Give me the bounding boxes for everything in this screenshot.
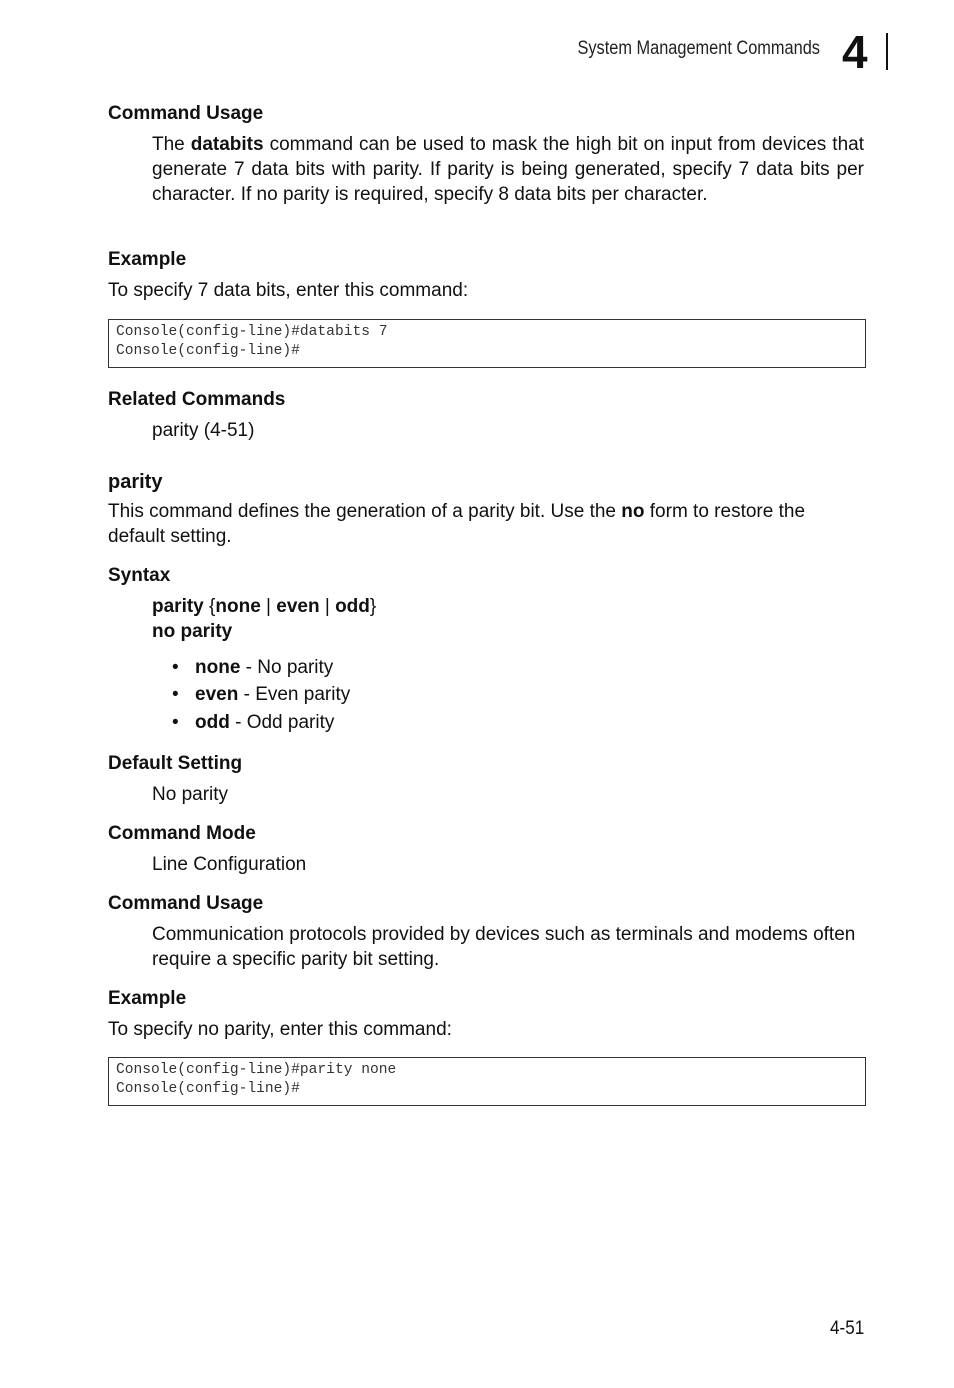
syntax-line: parity {none | even | odd}: [152, 596, 377, 617]
chapter-divider: [886, 33, 888, 70]
list-item: • none - No parity: [172, 657, 334, 678]
default-value: No parity: [152, 784, 229, 805]
list-item: • even - Even parity: [172, 684, 351, 705]
default-heading: Default Setting: [108, 753, 243, 774]
list-item: • odd - Odd parity: [172, 712, 335, 733]
mode-value: Line Configuration: [152, 854, 307, 875]
running-header: System Management Commands: [577, 38, 820, 59]
related-command-link: parity (4-51): [152, 420, 255, 441]
code-line: Console(config-line)#: [116, 1081, 300, 1097]
bullet-icon: •: [172, 684, 179, 705]
command-description: This command defines the generation of a parity bit. Use the no form to restore the default setting.: [108, 501, 806, 547]
example-heading-databits: Example: [108, 249, 187, 270]
example-intro-parity: To specify no parity, enter this command:: [108, 1019, 452, 1040]
bullet-icon: •: [172, 657, 179, 678]
usage-heading-databits: Command Usage: [108, 103, 264, 124]
usage-paragraph-parity: Communication protocols provided by devices such as terminals and modems often require a specific parity bit setting.: [152, 924, 856, 970]
page-number: 4-51: [830, 1318, 865, 1339]
mode-heading: Command Mode: [108, 823, 256, 844]
bullet-icon: •: [172, 712, 179, 733]
usage-paragraph-databits: The databits command can be used to mask the high bit on input from devices that generate 7 data bits with parity. If parity is being generated, specify 7 data bits per character. If no parity is required, specify 8 data bits per character.: [152, 134, 864, 205]
chapter-number: 4: [842, 26, 868, 78]
example-heading-parity: Example: [108, 988, 187, 1009]
code-line: Console(config-line)#databits 7: [116, 324, 388, 340]
usage-heading-parity: Command Usage: [108, 893, 264, 914]
code-line: Console(config-line)#parity none: [116, 1062, 397, 1078]
command-title: parity: [108, 471, 163, 493]
syntax-no-form: no parity: [152, 621, 233, 642]
related-heading: Related Commands: [108, 389, 286, 410]
code-block-parity: [108, 1057, 866, 1106]
code-block-databits: [108, 319, 866, 368]
example-intro-databits: To specify 7 data bits, enter this command:: [108, 280, 469, 301]
code-line: Console(config-line)#: [116, 343, 300, 359]
syntax-heading: Syntax: [108, 565, 171, 586]
